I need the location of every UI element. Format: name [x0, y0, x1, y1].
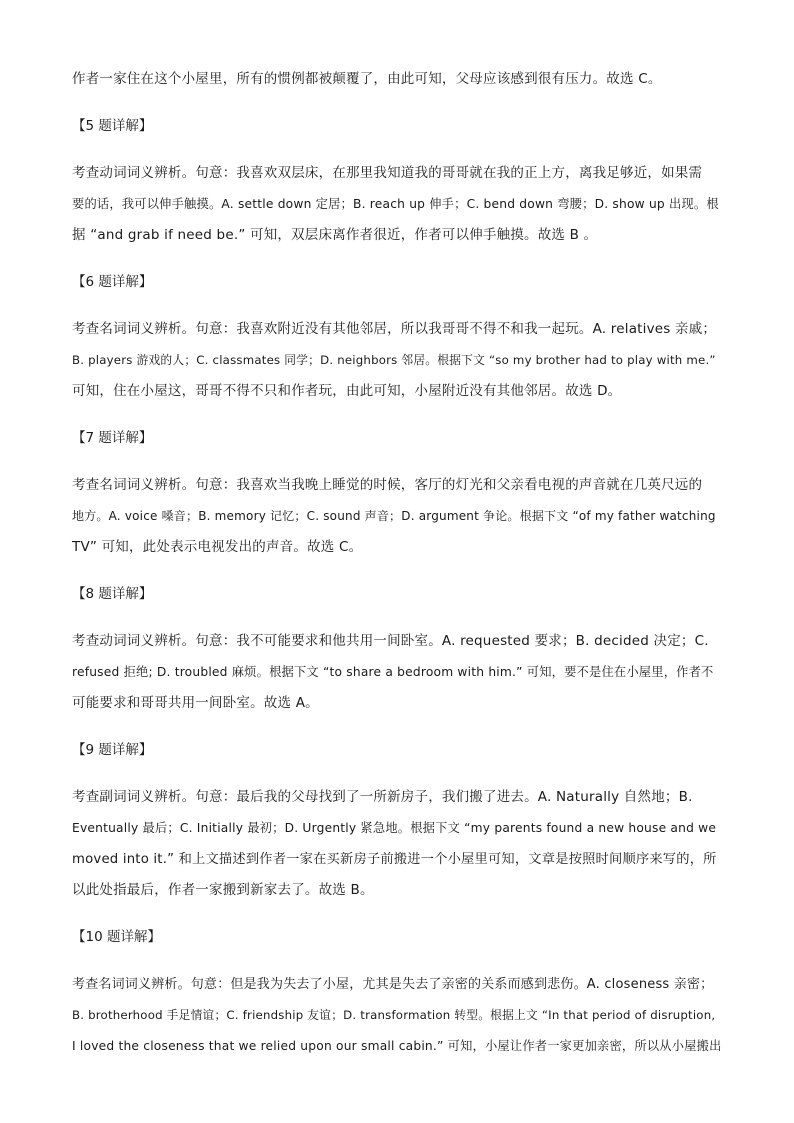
- text-line: 考查名词词义辨析。句意：我喜欢附近没有其他邻居，所以我哥哥不得不和我一起玩。A. relatives 亲戚；: [72, 321, 717, 337]
- paragraph: [72, 158, 724, 251]
- paragraph: [72, 314, 724, 407]
- text-line: 考查名词词义辨析。句意：但是我为失去了小屋，尤其是失去了亲密的关系而感到悲伤。A. closeness 亲密；: [72, 977, 714, 992]
- text-line: B. players 游戏的人；C. classmates 同学；D. neighbors 邻居。根据下文 “so my brother had to play with me.”: [72, 353, 716, 367]
- section-heading-10: 【10 题详解】: [72, 929, 161, 945]
- text-line: 地方。A. voice 嗓音；B. memory 记忆；C. sound 声音；D. argument 争论。根据下文 “of my father watching: [72, 509, 716, 523]
- text-line: 考查动词词义辨析。句意：我不可能要求和他共用一间卧室。A. requested 要求；B. decided 决定；C.: [72, 633, 709, 649]
- text-line: 可知，住在小屋这，哥哥不得不只和作者玩，由此可知，小屋附近没有其他邻居。故选 D。: [72, 383, 622, 399]
- paragraph: [72, 470, 724, 563]
- text-line: 考查副词词义辨析。句意：最后我的父母找到了一所新房子，我们搬了进去。A. Naturally 自然地；B.: [72, 789, 693, 805]
- text-line: 可能要求和哥哥共用一间卧室。故选 A。: [72, 695, 319, 711]
- section-heading-8: 【8 题详解】: [72, 586, 153, 602]
- paragraph: [72, 782, 724, 906]
- document-body: [72, 64, 724, 1062]
- paragraph: [72, 626, 724, 719]
- text-line: 考查动词词义辨析。句意：我喜欢双层床，在那里我知道我的哥哥就在我的正上方，离我足够近，如果需: [72, 165, 703, 181]
- text-line: 以此处指最后，作者一家搬到新家去了。故选 B。: [72, 882, 374, 898]
- text-line: Eventually 最后；C. Initially 最初；D. Urgently 紧急地。根据下文 “my parents found a new house and we: [72, 821, 717, 835]
- section-heading-9: 【9 题详解】: [72, 742, 153, 758]
- text-line: 据 “and grab if need be.” 可知，双层床离作者很近，作者可以伸手触摸。故选 B 。: [72, 227, 598, 243]
- text-line: moved into it.” 和上文描述到作者一家在买新房子前搬进一个小屋里可知，文章是按照时间顺序来写的，所: [72, 852, 717, 867]
- section-heading-5: 【5 题详解】: [72, 118, 153, 134]
- section-heading-7: 【7 题详解】: [72, 430, 153, 446]
- text-line: 考查名词词义辨析。句意：我喜欢当我晚上睡觉的时候，客厅的灯光和父亲看电视的声音就在几英尺远的: [72, 477, 703, 493]
- paragraph: [72, 64, 724, 95]
- section-heading-6: 【6 题详解】: [72, 274, 153, 290]
- text-line: 作者一家住在这个小屋里，所有的惯例都被颠覆了，由此可知，父母应该感到很有压力。故选 C。: [72, 71, 662, 87]
- paragraph: [72, 969, 724, 1062]
- text-line: TV” 可知，此处表示电视发出的声音。故选 C。: [72, 539, 363, 555]
- text-line: I loved the closeness that we relied upon our small cabin.” 可知，小屋让作者一家更加亲密，所以从小屋搬出: [72, 1039, 722, 1053]
- text-line: B. brotherhood 手足情谊；C. friendship 友谊；D. transformation 转型。根据上文 “In that period of disruption,: [72, 1008, 716, 1022]
- text-line: 要的话，我可以伸手触摸。A. settle down 定居；B. reach up 伸手；C. bend down 弯腰；D. show up 出现。根: [72, 197, 719, 211]
- text-line: refused 拒绝; D. troubled 麻烦。根据下文 “to share a bedroom with him.” 可知，要不是住在小屋里，作者不: [72, 665, 714, 679]
